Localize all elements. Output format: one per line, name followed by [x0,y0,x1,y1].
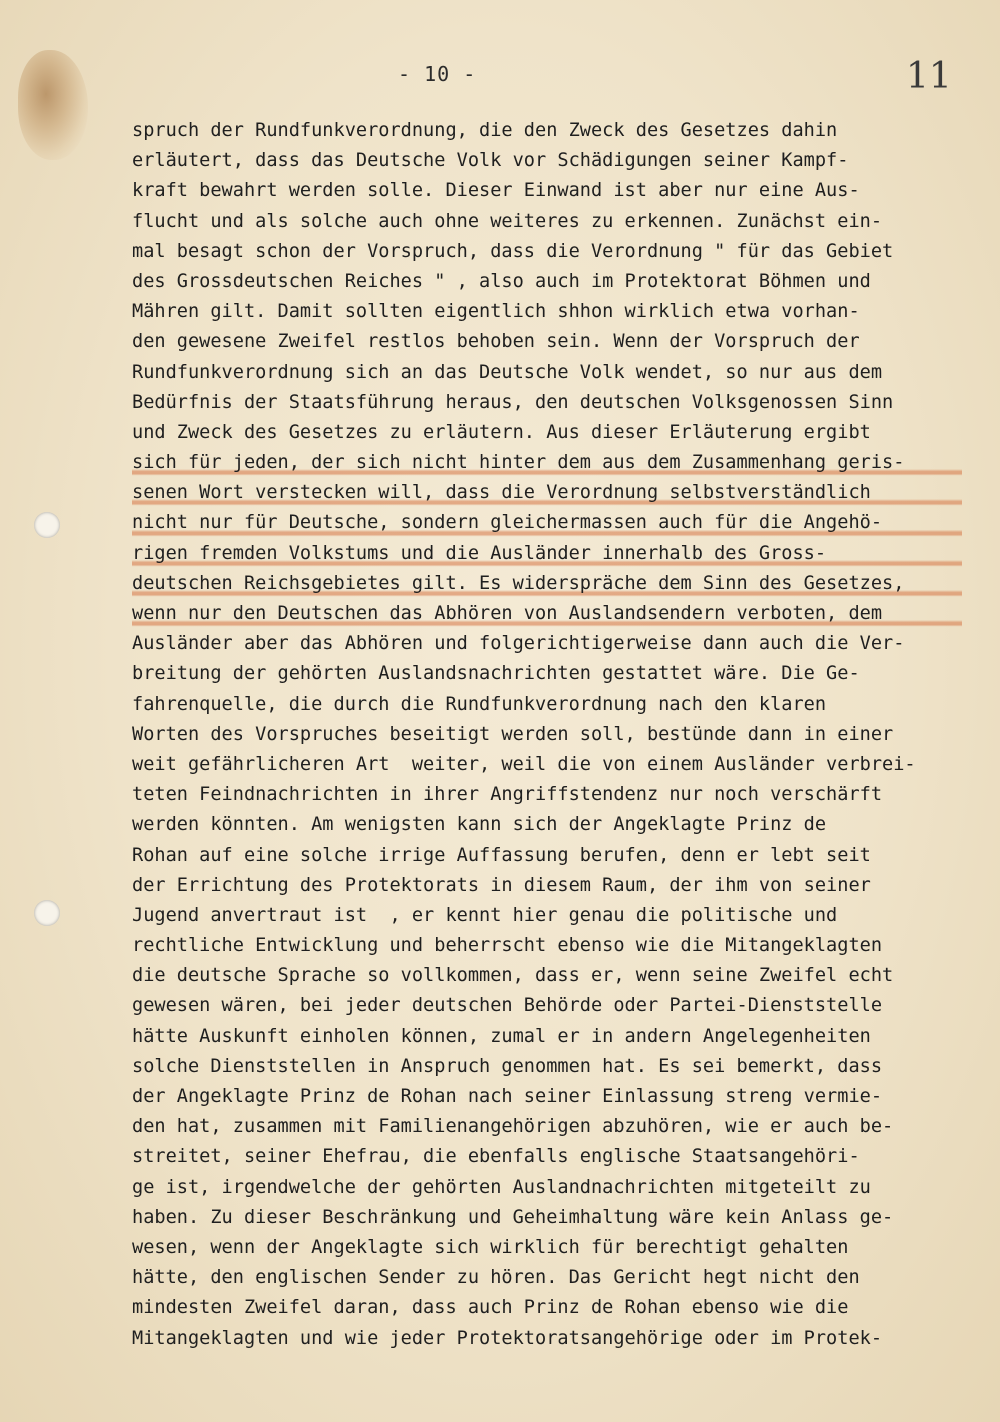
text-line: breitung der gehörten Auslandsnachrichten gestattet wäre. Die Ge- [132,663,860,685]
text-line: Mitangeklagten und wie jeder Protektoratsangehörige oder im Protek- [132,1327,883,1349]
underlined-text-line: rigen fremden Volkstums und die Ausländer innerhalb des Gross- [132,539,962,569]
underlined-text-line: senen Wort verstecken will, dass die Verordnung selbstverständlich [132,478,962,508]
underlined-text-line: wenn nur den Deutschen das Abhören von Auslandsendern verboten, dem [132,599,962,629]
text-line: Jugend anvertraut ist , er kennt hier genau die politische und [132,904,838,926]
text-line: teten Feindnachrichten in ihrer Angriffstendenz nur noch verschärft [132,784,883,806]
text-line: ge ist, irgendwelche der gehörten Auslandnachrichten mitgeteilt zu [132,1176,871,1198]
text-line: weit gefährlicheren Art weiter, weil die von einem Ausländer verbrei- [132,753,916,775]
text-line: die deutsche Sprache so vollkommen, dass er, wenn seine Zweifel echt [132,965,894,987]
text-line: streitet, seiner Ehefrau, die ebenfalls englische Staatsangehöri- [132,1146,860,1168]
punch-hole-lower [34,900,60,926]
text-line: hätte Auskunft einholen können, zumal er in andern Angelegenheiten [132,1025,871,1047]
text-line: mindesten Zweifel daran, dass auch Prinz de Rohan ebenso wie die [132,1297,849,1319]
body-text [132,116,962,1354]
text-line: gewesen wären, bei jeder deutschen Behörde oder Partei-Dienststelle [132,995,883,1017]
text-line: mal besagt schon der Vorspruch, dass die Verordnung " für das Gebiet [132,240,894,262]
text-line: kraft bewahrt werden solle. Dieser Einwand ist aber nur eine Aus- [132,180,860,202]
text-line: fahrenquelle, die durch die Rundfunkverordnung nach den klaren [132,693,827,715]
text-line: Worten des Vorspruches beseitigt werden soll, bestünde dann in einer [132,723,894,745]
text-line: spruch der Rundfunkverordnung, die den Zweck des Gesetzes dahin [132,120,838,141]
text-line: und Zweck des Gesetzes zu erläutern. Aus dieser Erläuterung ergibt [132,421,871,443]
text-line: werden könnten. Am wenigsten kann sich der Angeklagte Prinz de [132,814,827,836]
text-line: Ausländer aber das Abhören und folgerichtigerweise dann auch die Ver- [132,633,905,655]
text-line: Bedürfnis der Staatsführung heraus, den deutschen Volksgenossen Sinn [132,391,894,413]
text-line: wesen, wenn der Angeklagte sich wirklich für berechtigt gehalten [132,1236,849,1258]
text-line: Mähren gilt. Damit sollten eigentlich shhon wirklich etwa vorhan- [132,301,860,323]
text-line: der Errichtung des Protektorats in diesem Raum, der ihm von seiner [132,874,871,896]
text-line: Rohan auf eine solche irrige Auffassung berufen, denn er lebt seit [132,844,871,866]
underlined-text-line: nicht nur für Deutsche, sondern gleichermassen auch für die Angehö- [132,508,962,538]
punch-hole-upper [34,512,60,538]
text-line: des Grossdeutschen Reiches " , also auch im Protektorat Böhmen und [132,270,871,292]
underlined-text-line: sich für jeden, der sich nicht hinter dem aus dem Zusammenhang geris- [132,448,962,478]
text-line: den gewesene Zweifel restlos behoben sein. Wenn der Vorspruch der [132,331,860,353]
text-line: hätte, den englischen Sender zu hören. Das Gericht hegt nicht den [132,1267,860,1289]
text-line: den hat, zusammen mit Familienangehörigen abzuhören, wie er auch be- [132,1116,894,1138]
underlined-text-line: deutschen Reichsgebietes gilt. Es widerspräche dem Sinn des Gesetzes, [132,569,962,599]
sheet-number: 11 [906,56,952,97]
text-line: flucht und als solche auch ohne weiteres zu erkennen. Zunächst ein- [132,210,883,232]
rust-stain [18,50,88,160]
text-line: erläutert, dass das Deutsche Volk vor Schädigungen seiner Kampf- [132,150,849,172]
text-line: solche Dienststellen in Anspruch genommen hat. Es sei bemerkt, dass [132,1055,883,1077]
text-line: Rundfunkverordnung sich an das Deutsche Volk wendet, so nur aus dem [132,361,883,383]
text-line: haben. Zu dieser Beschränkung und Geheimhaltung wäre kein Anlass ge- [132,1206,894,1228]
text-line: der Angeklagte Prinz de Rohan nach seiner Einlassung streng vermie- [132,1086,883,1107]
text-line: rechtliche Entwicklung und beherrscht ebenso wie die Mitangeklagten [132,935,883,957]
page-number: - 10 - [398,62,477,86]
